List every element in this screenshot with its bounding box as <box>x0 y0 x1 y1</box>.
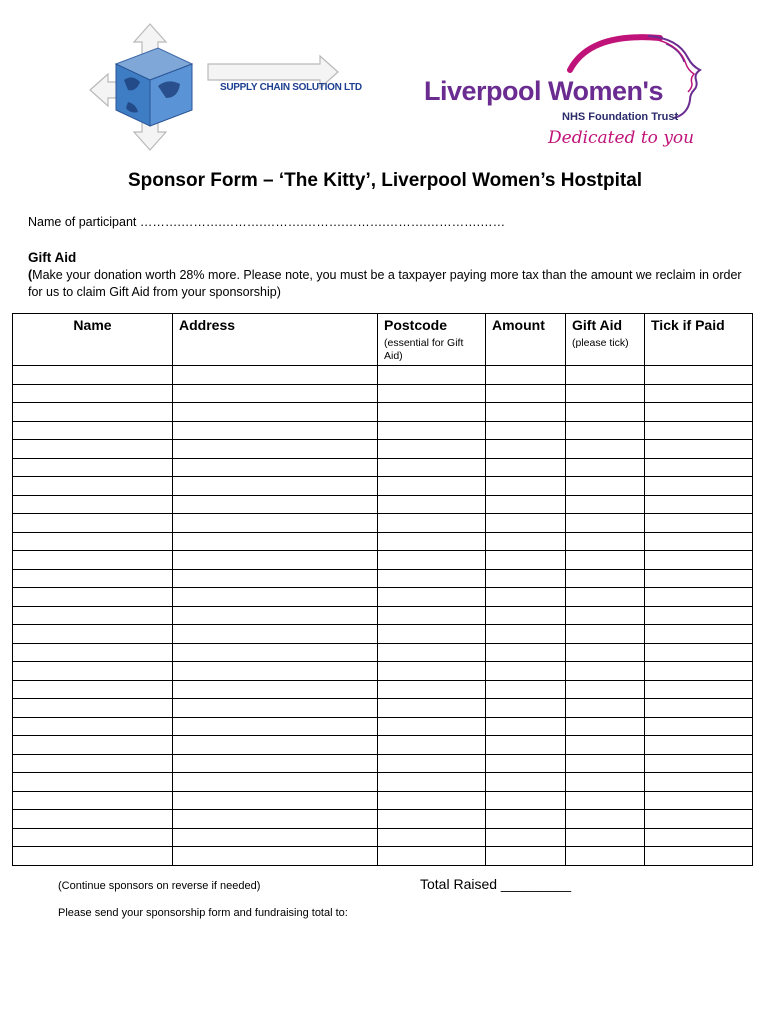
cell-postcode[interactable] <box>378 458 486 477</box>
cell-amount[interactable] <box>486 736 566 755</box>
cell-name[interactable] <box>13 477 173 496</box>
cell-gift-aid[interactable] <box>566 384 645 403</box>
liverpool-womens-logo-tagline: Dedicated to you <box>548 128 695 148</box>
cell-name[interactable] <box>13 403 173 422</box>
cell-name[interactable] <box>13 551 173 570</box>
cell-name[interactable] <box>13 458 173 477</box>
cell-address[interactable] <box>173 810 378 829</box>
send-instructions: Please send your sponsorship form and fundraising total to: <box>58 907 348 919</box>
cell-name[interactable] <box>13 791 173 810</box>
header-postcode-sub: (essential for Gift Aid) <box>384 337 464 362</box>
cell-postcode[interactable] <box>378 532 486 551</box>
cell-tick-if-paid[interactable] <box>645 366 753 385</box>
table-row <box>13 551 753 570</box>
cell-tick-if-paid[interactable] <box>645 421 753 440</box>
cell-tick-if-paid[interactable] <box>645 384 753 403</box>
cell-address[interactable] <box>173 366 378 385</box>
table-row <box>13 754 753 773</box>
table-row <box>13 606 753 625</box>
cell-tick-if-paid[interactable] <box>645 717 753 736</box>
cell-tick-if-paid[interactable] <box>645 532 753 551</box>
table-row <box>13 384 753 403</box>
cell-postcode[interactable] <box>378 551 486 570</box>
cell-tick-if-paid[interactable] <box>645 625 753 644</box>
cell-postcode[interactable] <box>378 384 486 403</box>
cell-gift-aid[interactable] <box>566 569 645 588</box>
cell-address[interactable] <box>173 569 378 588</box>
cell-postcode[interactable] <box>378 569 486 588</box>
supply-chain-logo-text: SUPPLY CHAIN SOLUTION LTD <box>220 82 362 93</box>
cell-amount[interactable] <box>486 495 566 514</box>
cell-gift-aid[interactable] <box>566 532 645 551</box>
cell-name[interactable] <box>13 366 173 385</box>
cell-postcode[interactable] <box>378 477 486 496</box>
table-row <box>13 717 753 736</box>
cell-address[interactable] <box>173 421 378 440</box>
cell-tick-if-paid[interactable] <box>645 699 753 718</box>
cell-amount[interactable] <box>486 773 566 792</box>
table-row <box>13 791 753 810</box>
cell-tick-if-paid[interactable] <box>645 514 753 533</box>
cell-postcode[interactable] <box>378 403 486 422</box>
header-postcode <box>378 314 486 366</box>
table-row <box>13 847 753 866</box>
cell-gift-aid[interactable] <box>566 458 645 477</box>
header-amount-label: Amount <box>492 317 545 333</box>
cell-amount[interactable] <box>486 662 566 681</box>
cell-name[interactable] <box>13 717 173 736</box>
cell-address[interactable] <box>173 606 378 625</box>
table-row <box>13 477 753 496</box>
cell-tick-if-paid[interactable] <box>645 643 753 662</box>
cell-postcode[interactable] <box>378 643 486 662</box>
cell-postcode[interactable] <box>378 754 486 773</box>
cell-amount[interactable] <box>486 680 566 699</box>
cell-address[interactable] <box>173 699 378 718</box>
cell-amount[interactable] <box>486 458 566 477</box>
cell-name[interactable] <box>13 421 173 440</box>
cell-postcode[interactable] <box>378 366 486 385</box>
cell-name[interactable] <box>13 532 173 551</box>
cell-name[interactable] <box>13 625 173 644</box>
cell-amount[interactable] <box>486 847 566 866</box>
table-row <box>13 495 753 514</box>
cell-gift-aid[interactable] <box>566 366 645 385</box>
cell-tick-if-paid[interactable] <box>645 680 753 699</box>
cell-gift-aid[interactable] <box>566 551 645 570</box>
continue-note: (Continue sponsors on reverse if needed) <box>58 880 261 892</box>
cell-postcode[interactable] <box>378 810 486 829</box>
cell-address[interactable] <box>173 754 378 773</box>
cell-name[interactable] <box>13 773 173 792</box>
cell-tick-if-paid[interactable] <box>645 606 753 625</box>
cell-amount[interactable] <box>486 791 566 810</box>
cell-amount[interactable] <box>486 440 566 459</box>
cell-amount[interactable] <box>486 588 566 607</box>
sponsor-table <box>12 313 753 866</box>
cell-tick-if-paid[interactable] <box>645 569 753 588</box>
cell-amount[interactable] <box>486 421 566 440</box>
cell-gift-aid[interactable] <box>566 588 645 607</box>
cell-amount[interactable] <box>486 810 566 829</box>
cell-postcode[interactable] <box>378 717 486 736</box>
cell-address[interactable] <box>173 773 378 792</box>
cell-postcode[interactable] <box>378 514 486 533</box>
cell-amount[interactable] <box>486 514 566 533</box>
cell-postcode[interactable] <box>378 662 486 681</box>
table-row <box>13 588 753 607</box>
cell-gift-aid[interactable] <box>566 514 645 533</box>
cell-gift-aid[interactable] <box>566 440 645 459</box>
cell-tick-if-paid[interactable] <box>645 477 753 496</box>
header-gift-aid-label: Gift Aid <box>572 317 623 333</box>
cell-name[interactable] <box>13 680 173 699</box>
table-row <box>13 680 753 699</box>
cell-address[interactable] <box>173 791 378 810</box>
cell-gift-aid[interactable] <box>566 791 645 810</box>
gift-aid-note-text: Make your donation worth 28% more. Please note, you must be a taxpayer paying more tax than the amount we reclaim in order for us to claim Gift Aid from your sponsorship) <box>28 268 742 299</box>
table-row <box>13 773 753 792</box>
cell-tick-if-paid[interactable] <box>645 440 753 459</box>
cell-name[interactable] <box>13 810 173 829</box>
cell-address[interactable] <box>173 440 378 459</box>
table-row <box>13 440 753 459</box>
table-row <box>13 366 753 385</box>
cell-postcode[interactable] <box>378 791 486 810</box>
cell-address[interactable] <box>173 717 378 736</box>
cell-amount[interactable] <box>486 699 566 718</box>
cell-address[interactable] <box>173 588 378 607</box>
cell-postcode[interactable] <box>378 495 486 514</box>
cell-amount[interactable] <box>486 532 566 551</box>
cell-name[interactable] <box>13 828 173 847</box>
cell-gift-aid[interactable] <box>566 754 645 773</box>
page-title: Sponsor Form – ‘The Kitty’, Liverpool Women’s Hostpital <box>127 170 643 191</box>
cell-amount[interactable] <box>486 643 566 662</box>
cell-amount[interactable] <box>486 828 566 847</box>
cell-address[interactable] <box>173 643 378 662</box>
table-row <box>13 403 753 422</box>
header-postcode-label: Postcode <box>384 317 448 333</box>
cell-tick-if-paid[interactable] <box>645 551 753 570</box>
cell-gift-aid[interactable] <box>566 828 645 847</box>
table-row <box>13 699 753 718</box>
cell-name[interactable] <box>13 440 173 459</box>
cell-name[interactable] <box>13 847 173 866</box>
cell-name[interactable] <box>13 569 173 588</box>
cell-gift-aid[interactable] <box>566 495 645 514</box>
cell-address[interactable] <box>173 847 378 866</box>
table-row <box>13 458 753 477</box>
cell-gift-aid[interactable] <box>566 643 645 662</box>
cell-name[interactable] <box>13 736 173 755</box>
header-name-label: Name <box>73 317 112 333</box>
cell-name[interactable] <box>13 514 173 533</box>
table-row <box>13 421 753 440</box>
cell-address[interactable] <box>173 458 378 477</box>
cell-tick-if-paid[interactable] <box>645 828 753 847</box>
cell-name[interactable] <box>13 606 173 625</box>
cell-postcode[interactable] <box>378 699 486 718</box>
cell-amount[interactable] <box>486 754 566 773</box>
table-row <box>13 643 753 662</box>
liverpool-womens-logo-title: Liverpool Women's <box>424 76 663 106</box>
cell-name[interactable] <box>13 699 173 718</box>
cell-tick-if-paid[interactable] <box>645 495 753 514</box>
cell-amount[interactable] <box>486 569 566 588</box>
table-row <box>13 736 753 755</box>
cell-address[interactable] <box>173 514 378 533</box>
cell-postcode[interactable] <box>378 828 486 847</box>
cell-postcode[interactable] <box>378 588 486 607</box>
cell-amount[interactable] <box>486 403 566 422</box>
cell-tick-if-paid[interactable] <box>645 754 753 773</box>
table-row <box>13 662 753 681</box>
total-raised-field[interactable]: Total Raised _________ <box>420 876 572 892</box>
cell-gift-aid[interactable] <box>566 699 645 718</box>
cell-amount[interactable] <box>486 366 566 385</box>
cell-gift-aid[interactable] <box>566 662 645 681</box>
gift-aid-note-open: ( <box>28 268 33 282</box>
cell-gift-aid[interactable] <box>566 477 645 496</box>
cell-tick-if-paid[interactable] <box>645 810 753 829</box>
cell-address[interactable] <box>173 403 378 422</box>
cell-name[interactable] <box>13 754 173 773</box>
cell-address[interactable] <box>173 495 378 514</box>
header-name <box>13 314 173 366</box>
cell-address[interactable] <box>173 736 378 755</box>
cell-postcode[interactable] <box>378 625 486 644</box>
cell-amount[interactable] <box>486 477 566 496</box>
cell-name[interactable] <box>13 662 173 681</box>
header-gift-aid-sub: (please tick) <box>572 337 629 349</box>
cell-tick-if-paid[interactable] <box>645 458 753 477</box>
cell-gift-aid[interactable] <box>566 736 645 755</box>
cell-gift-aid[interactable] <box>566 421 645 440</box>
cell-postcode[interactable] <box>378 606 486 625</box>
cell-postcode[interactable] <box>378 736 486 755</box>
cell-gift-aid[interactable] <box>566 717 645 736</box>
table-row <box>13 514 753 533</box>
cell-gift-aid[interactable] <box>566 680 645 699</box>
cell-amount[interactable] <box>486 384 566 403</box>
header-address-label: Address <box>179 317 236 333</box>
table-row <box>13 569 753 588</box>
cell-amount[interactable] <box>486 551 566 570</box>
cell-tick-if-paid[interactable] <box>645 773 753 792</box>
table-row <box>13 828 753 847</box>
table-row <box>13 532 753 551</box>
cell-amount[interactable] <box>486 606 566 625</box>
cell-address[interactable] <box>173 828 378 847</box>
cell-name[interactable] <box>13 643 173 662</box>
liverpool-womens-logo-subtitle: NHS Foundation Trust <box>562 111 679 123</box>
cell-postcode[interactable] <box>378 421 486 440</box>
cell-gift-aid[interactable] <box>566 847 645 866</box>
cell-tick-if-paid[interactable] <box>645 403 753 422</box>
cell-postcode[interactable] <box>378 440 486 459</box>
cell-address[interactable] <box>173 384 378 403</box>
cell-address[interactable] <box>173 551 378 570</box>
cell-name[interactable] <box>13 384 173 403</box>
sponsor-table-header-row <box>13 314 753 366</box>
cell-gift-aid[interactable] <box>566 606 645 625</box>
cell-address[interactable] <box>173 680 378 699</box>
cell-amount[interactable] <box>486 625 566 644</box>
table-row <box>13 625 753 644</box>
participant-name-line[interactable]: Name of participant ……….……….……….……….……….……….……….………….…… <box>28 215 506 229</box>
cell-address[interactable] <box>173 625 378 644</box>
table-row <box>13 810 753 829</box>
cell-address[interactable] <box>173 532 378 551</box>
cell-tick-if-paid[interactable] <box>645 847 753 866</box>
cell-postcode[interactable] <box>378 847 486 866</box>
cell-gift-aid[interactable] <box>566 403 645 422</box>
cell-tick-if-paid[interactable] <box>645 736 753 755</box>
cell-postcode[interactable] <box>378 773 486 792</box>
cell-postcode[interactable] <box>378 680 486 699</box>
header-gift-aid <box>566 314 645 366</box>
cell-address[interactable] <box>173 662 378 681</box>
header-tick-if-paid <box>645 314 753 366</box>
cell-name[interactable] <box>13 588 173 607</box>
header-tick-if-paid-label: Tick if Paid <box>651 317 725 333</box>
cell-amount[interactable] <box>486 717 566 736</box>
gift-aid-heading: Gift Aid <box>28 250 77 265</box>
cell-gift-aid[interactable] <box>566 810 645 829</box>
cell-gift-aid[interactable] <box>566 773 645 792</box>
cell-tick-if-paid[interactable] <box>645 662 753 681</box>
cell-name[interactable] <box>13 495 173 514</box>
cell-tick-if-paid[interactable] <box>645 791 753 810</box>
gift-aid-note <box>28 267 743 301</box>
header-amount <box>486 314 566 366</box>
header-address <box>173 314 378 366</box>
cell-tick-if-paid[interactable] <box>645 588 753 607</box>
cell-gift-aid[interactable] <box>566 625 645 644</box>
cell-address[interactable] <box>173 477 378 496</box>
